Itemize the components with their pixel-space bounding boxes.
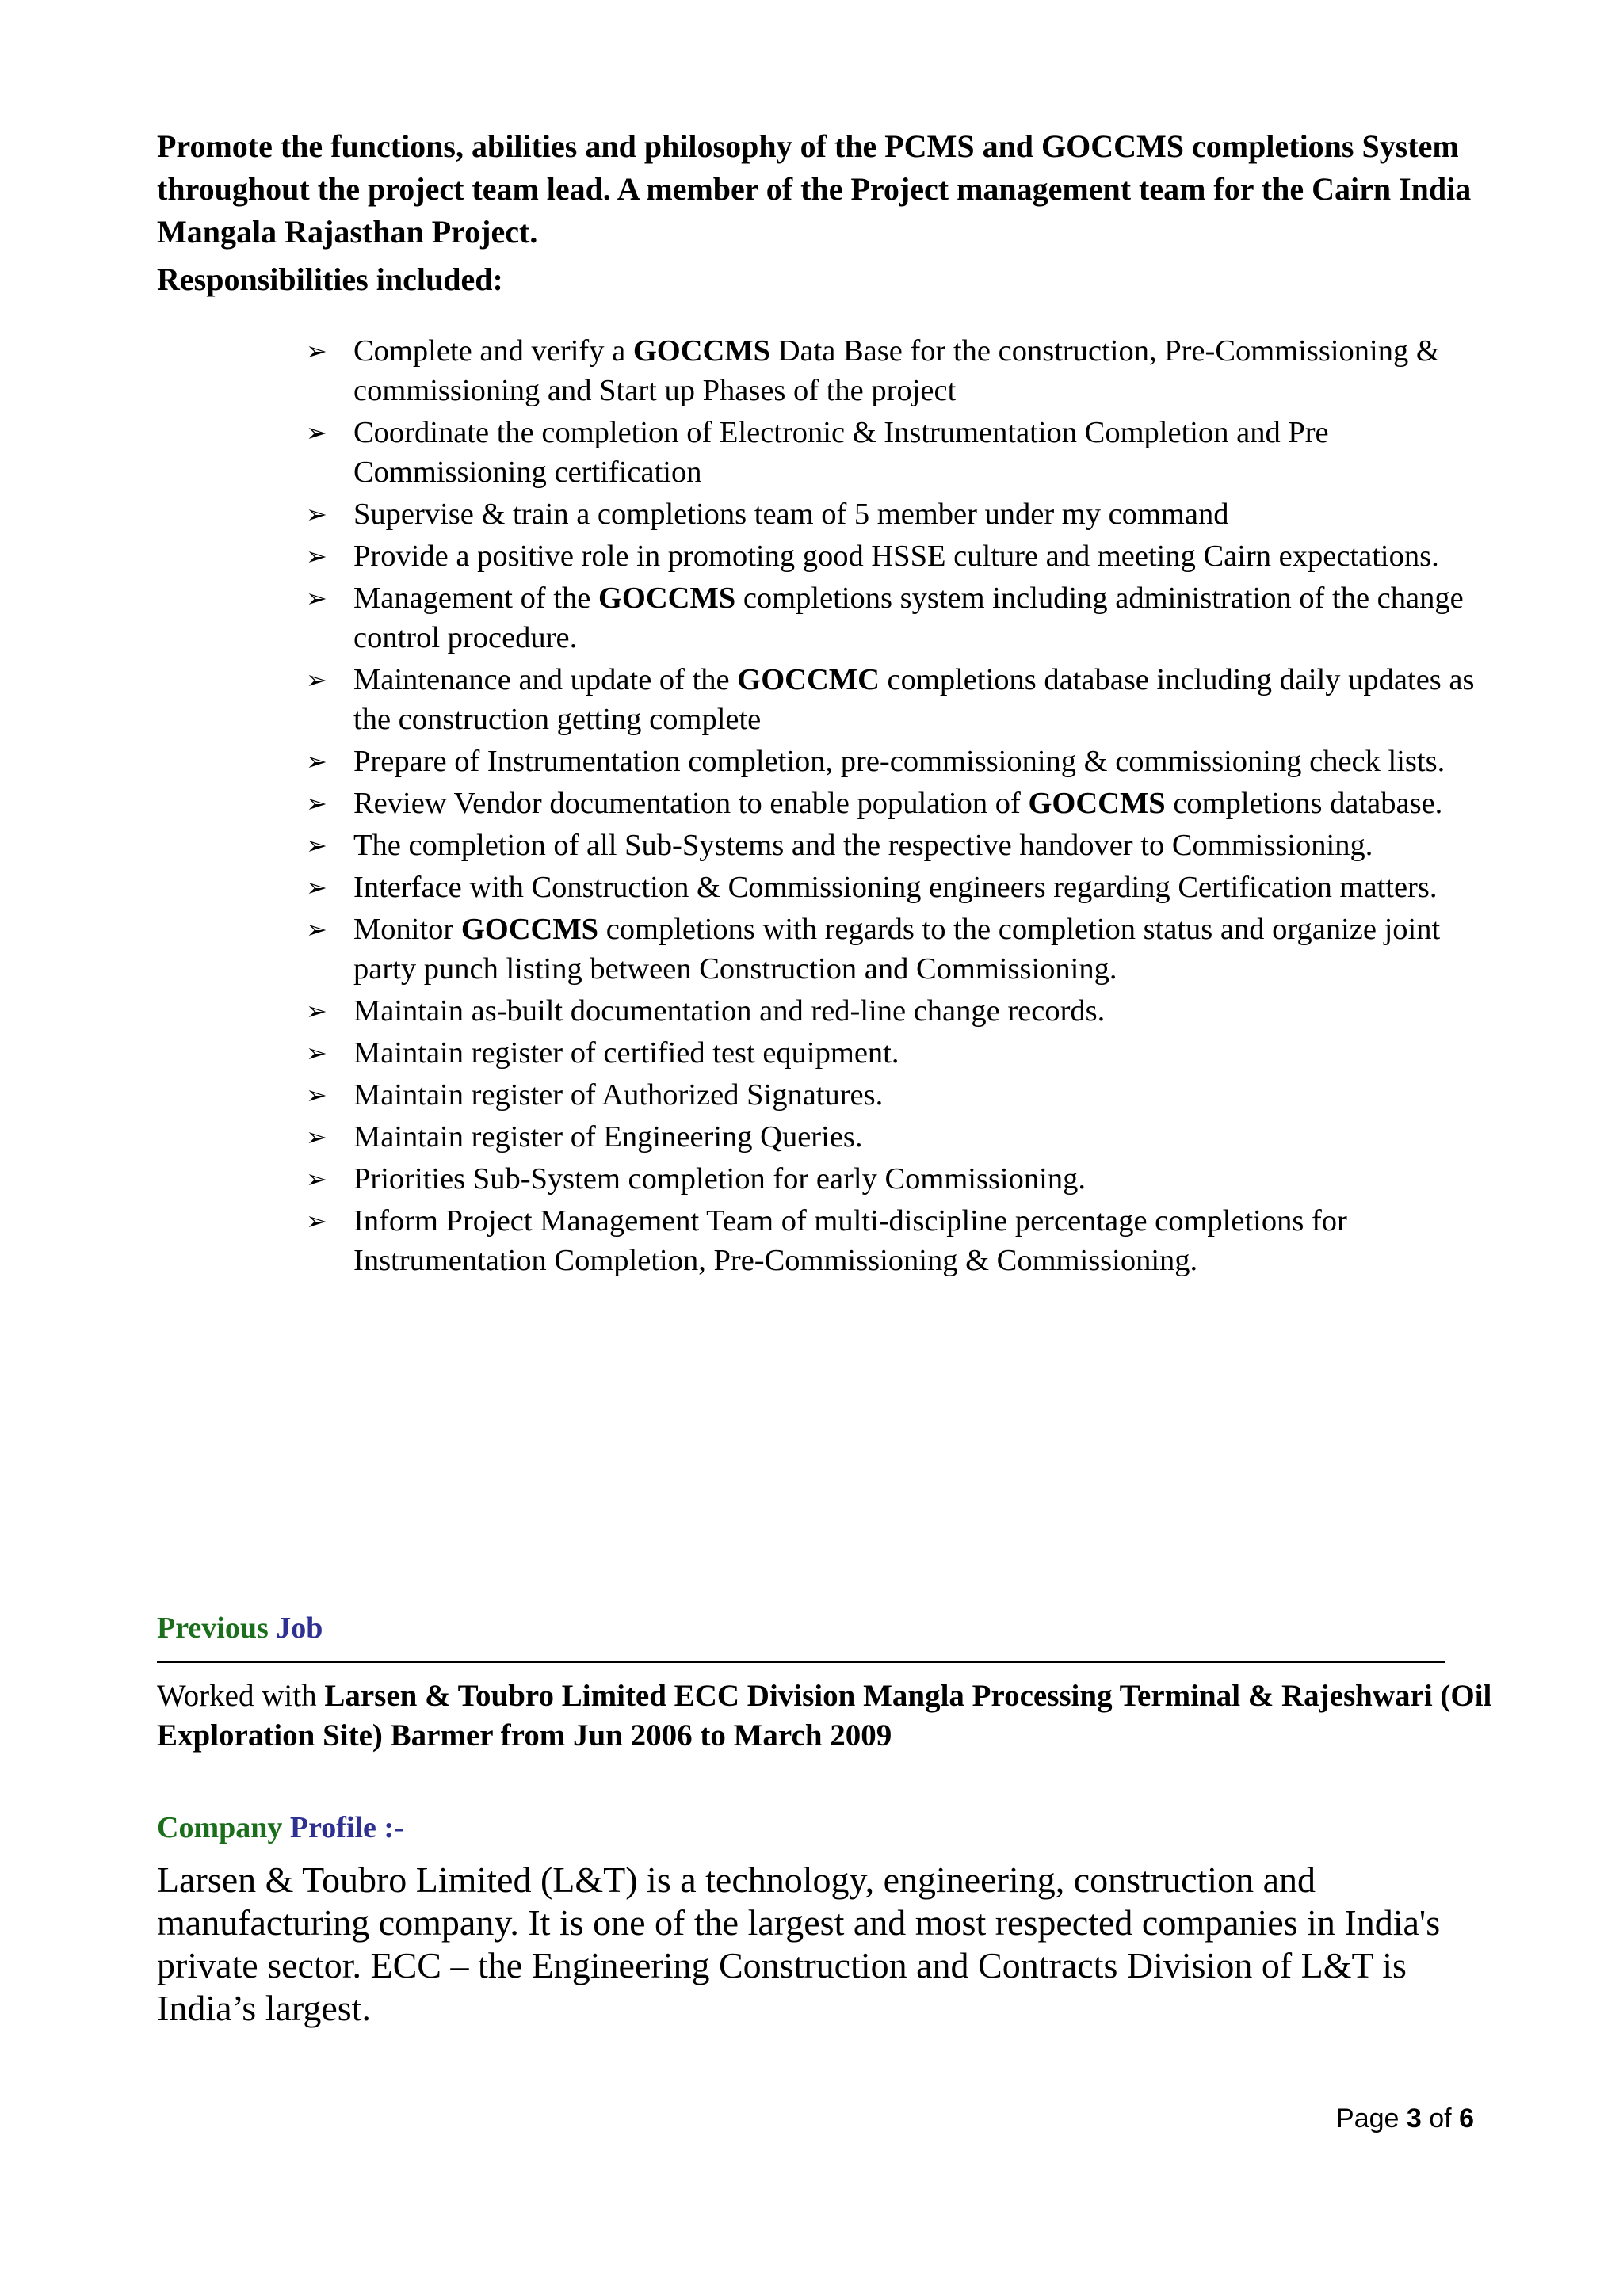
arrow-bullet-icon: ➢: [306, 1038, 327, 1068]
arrow-bullet-icon: ➢: [306, 872, 327, 902]
responsibilities-list: [301, 331, 1490, 1283]
list-item: ➢ The completion of all Sub-Systems and the respective handover to Commissioning.: [301, 826, 1490, 865]
arrow-bullet-icon: ➢: [306, 1206, 327, 1236]
company-profile-text: Larsen & Toubro Limited (L&T) is a technology, engineering, construction and manufacturing company. It is one of the largest and most respected companies in India's private sector. ECC – the Engineering Construction and Contracts Division of L&T is India’s largest.: [157, 1859, 1441, 2028]
page-number: Page 3 of 6: [1336, 2103, 1474, 2134]
intro-paragraph: Promote the functions, abilities and philosophy of the PCMS and GOCCMS completions System throughout the project team lead. A member of the Project management team for the Cairn India Mangala Rajasthan Project.: [157, 128, 1472, 250]
section-divider: [157, 1661, 1445, 1663]
list-item: ➢ Prepare of Instrumentation completion, pre-commissioning & commissioning check lists.: [301, 742, 1490, 781]
arrow-bullet-icon: ➢: [306, 1080, 327, 1110]
list-item: ➢ Coordinate the completion of Electronic & Instrumentation Completion and Pre Commissioning certification: [301, 413, 1490, 492]
list-item: ➢ Complete and verify a GOCCMS Data Base for the construction, Pre-Commissioning & commissioning and Start up Phases of the project: [301, 331, 1490, 410]
list-item: ➢ Supervise & train a completions team of 5 member under my command: [301, 494, 1490, 534]
list-item: ➢ Maintenance and update of the GOCCMC completions database including daily updates as the construction getting complete: [301, 660, 1490, 739]
previous-job-heading: Previous Job: [157, 1611, 323, 1645]
arrow-bullet-icon: ➢: [306, 665, 327, 695]
list-item: ➢ Management of the GOCCMS completions system including administration of the change control procedure.: [301, 578, 1490, 658]
arrow-bullet-icon: ➢: [306, 418, 327, 448]
list-item: ➢ Interface with Construction & Commissioning engineers regarding Certification matters.: [301, 868, 1490, 907]
arrow-bullet-icon: ➢: [306, 499, 327, 529]
list-item: ➢ Monitor GOCCMS completions with regards to the completion status and organize joint party punch listing between Construction and Commissioning.: [301, 910, 1490, 989]
list-item: ➢ Maintain as-built documentation and red-line change records.: [301, 991, 1490, 1031]
list-item: ➢ Review Vendor documentation to enable population of GOCCMS completions database.: [301, 784, 1490, 823]
arrow-bullet-icon: ➢: [306, 1122, 327, 1152]
previous-job-description: Worked with Larsen & Toubro Limited ECC Division Mangla Processing Terminal & Rajeshwari (Oil Exploration Site) Barmer from Jun 2006 to March 2009: [157, 1679, 1492, 1753]
list-item: ➢ Priorities Sub-System completion for early Commissioning.: [301, 1159, 1490, 1199]
arrow-bullet-icon: ➢: [306, 788, 327, 818]
arrow-bullet-icon: ➢: [306, 583, 327, 613]
arrow-bullet-icon: ➢: [306, 830, 327, 860]
responsibilities-heading: Responsibilities included:: [157, 261, 503, 297]
list-item: ➢ Inform Project Management Team of multi-discipline percentage completions for Instrumentation Completion, Pre-Commissioning & Commissioning.: [301, 1201, 1490, 1280]
list-item: ➢ Maintain register of Authorized Signatures.: [301, 1075, 1490, 1115]
arrow-bullet-icon: ➢: [306, 1164, 327, 1194]
list-item: ➢ Maintain register of certified test equipment.: [301, 1033, 1490, 1073]
arrow-bullet-icon: ➢: [306, 914, 327, 944]
list-item: ➢ Maintain register of Engineering Queries.: [301, 1117, 1490, 1157]
arrow-bullet-icon: ➢: [306, 746, 327, 776]
arrow-bullet-icon: ➢: [306, 996, 327, 1026]
arrow-bullet-icon: ➢: [306, 336, 327, 366]
arrow-bullet-icon: ➢: [306, 541, 327, 571]
company-profile-heading: Company Profile :-: [157, 1811, 404, 1844]
list-item: ➢ Provide a positive role in promoting good HSSE culture and meeting Cairn expectations.: [301, 536, 1490, 576]
